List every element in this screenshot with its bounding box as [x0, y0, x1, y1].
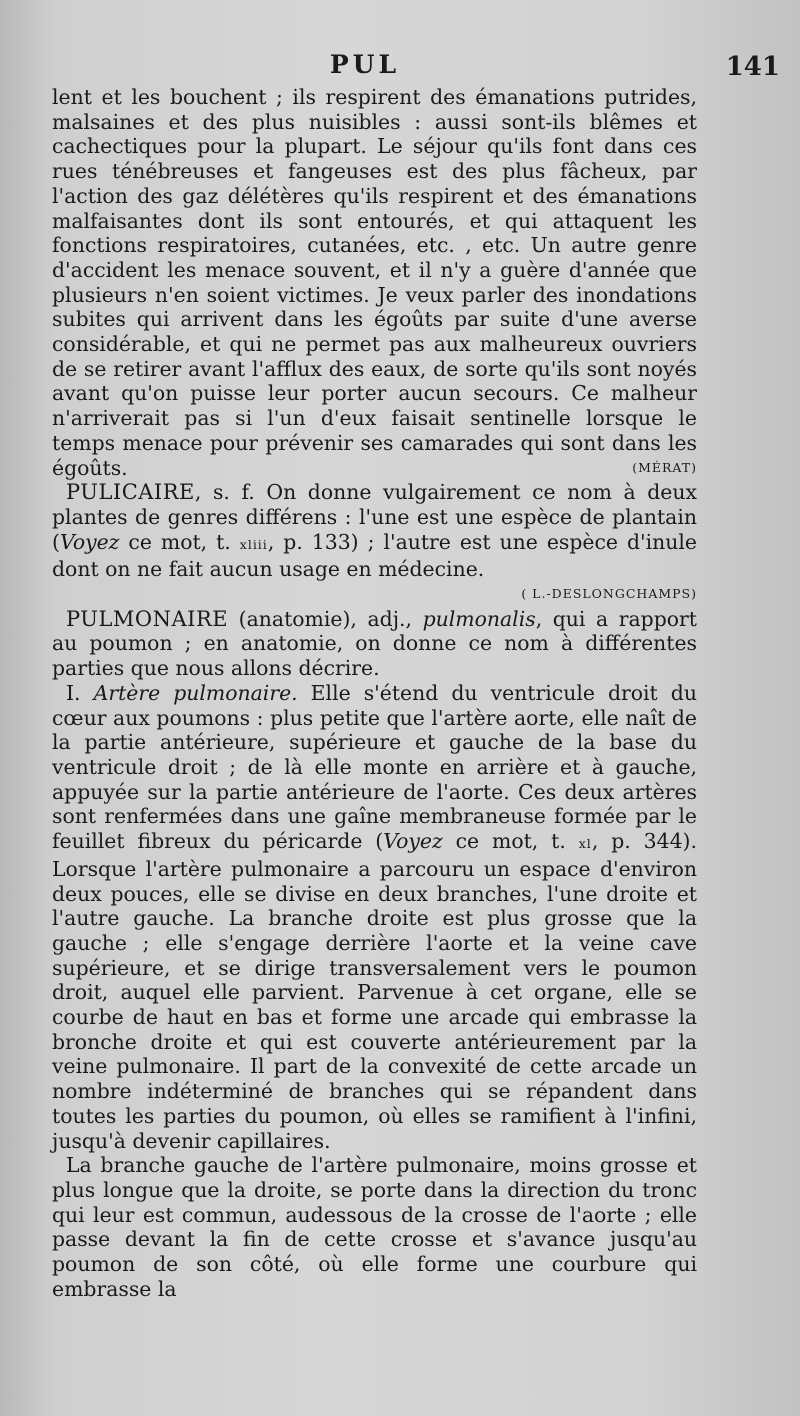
page-header: [0, 50, 800, 80]
volume-number: xliii: [239, 536, 268, 552]
paragraph-branche-gauche: La branche gauche de l'artère pulmonaire, moins grosse et plus longue que la droite, se porte dans la direction du tronc qui leur est commun, audessous de la crosse de l'aorte ; elle passe devant la fin de cette crosse et s'avance jusqu'au poumon de son côté, où elle forme une courbure qui embrasse la: [52, 1153, 697, 1301]
section-number: I.: [66, 680, 94, 705]
signature-merat: (MÉRAT): [632, 459, 697, 475]
paragraph-egouts: [52, 85, 697, 480]
section-artere-pulmonaire: I. Artère pulmonaire. Elle s'étend du ventricule droit du cœur aux poumons : plus petite que l'artère aorte, elle naît de la partie antérieure, supérieure et gauche de la base du ventricule droit ; de là elle monte en arrière et à gauche, appuyée sur la partie antérieure de l'aorte. Ces deux artères sont renfermées dans une gaîne membraneuse formée par le feuillet fibreux du péricarde (Voyez ce mot, t. xl, p. 344). Lorsque l'artère pulmonaire a parcouru un espace d'environ deux pouces, elle se divise en deux branches, l'une droite et l'autre gauche. La branche droite est plus grosse que la gauche ; elle s'engage derrière l'aorte et la veine cave supérieure, et se dirige transversalement vers le poumon droit, auquel elle parvient. Parvenue à cet organe, elle se courbe de haut en bas et forme une arcade qui embrasse la bronche droite et qui est couverte antérieurement par la veine pulmonaire. Il part de la convexité de cette arcade un nombre indéterminé de branches qui se répandent dans toutes les parties du poumon, où elles se ramifient à l'infini, jusqu'à devenir capillaires.: [52, 680, 697, 1153]
page-number: 141: [725, 52, 780, 82]
headword-pulmonaire: PULMONAIRE: [66, 606, 229, 631]
entry-pulicaire: PULICAIRE, s. f. On donne vulgairement ce nom à deux plantes de genres différens : l'une est une espèce de plantain (Voyez ce mot, t. xliii, p. 133) ; l'autre est une espèce d'inule dont on ne fait aucun usage en médecine.: [52, 480, 697, 582]
section-title: Artère pulmonaire.: [93, 680, 298, 705]
entry-pulmonaire: PULMONAIRE (anatomie), adj., pulmonalis, qui a rapport au poumon ; en anatomie, on donne ce nom à différentes parties que nous allons décrire.: [52, 606, 697, 681]
volume-number: xl: [578, 836, 592, 852]
page-body: [52, 85, 697, 1301]
running-head: PUL: [329, 50, 401, 79]
latin-term: pulmonalis: [422, 606, 536, 631]
signature-deslongchamps: ( L.-DESLONGCHAMPS): [521, 586, 697, 602]
headword-pulicaire: PULICAIRE: [66, 480, 195, 505]
paragraph-egouts-text: lent et les bouchent ; ils respirent des émanations putrides, malsaines et des plus nuisibles : aussi sont-ils blêmes et cachectiques pour la plupart. Le séjour qu'ils font dans ces rues ténébreuses et fangeuses est des plus fâcheux, par l'action des gaz délétères qu'ils respirent et des émanations malfaisantes dont ils sont entourés, et qui attaquent les fonctions respiratoires, cutanées, etc. , etc. Un autre genre d'accident les menace souvent, et il n'y a guère d'année que plusieurs n'en soient victimes. Je veux parler des inondations subites qui arrivent dans les égoûts par suite d'une averse considérable, et qui ne permet pas aux malheureux ouvriers de se retirer avant l'afflux des eaux, de sorte qu'ils sont noyés avant qu'on puisse leur porter aucun secours. Ce malheur n'arriverait pas si l'un d'eux faisait sentinelle lorsque le temps menace pour prévenir ses camarades qui sont dans les égoûts.: [52, 85, 697, 480]
voyez-reference: Voyez: [59, 529, 120, 554]
voyez-reference: Voyez: [383, 829, 443, 854]
